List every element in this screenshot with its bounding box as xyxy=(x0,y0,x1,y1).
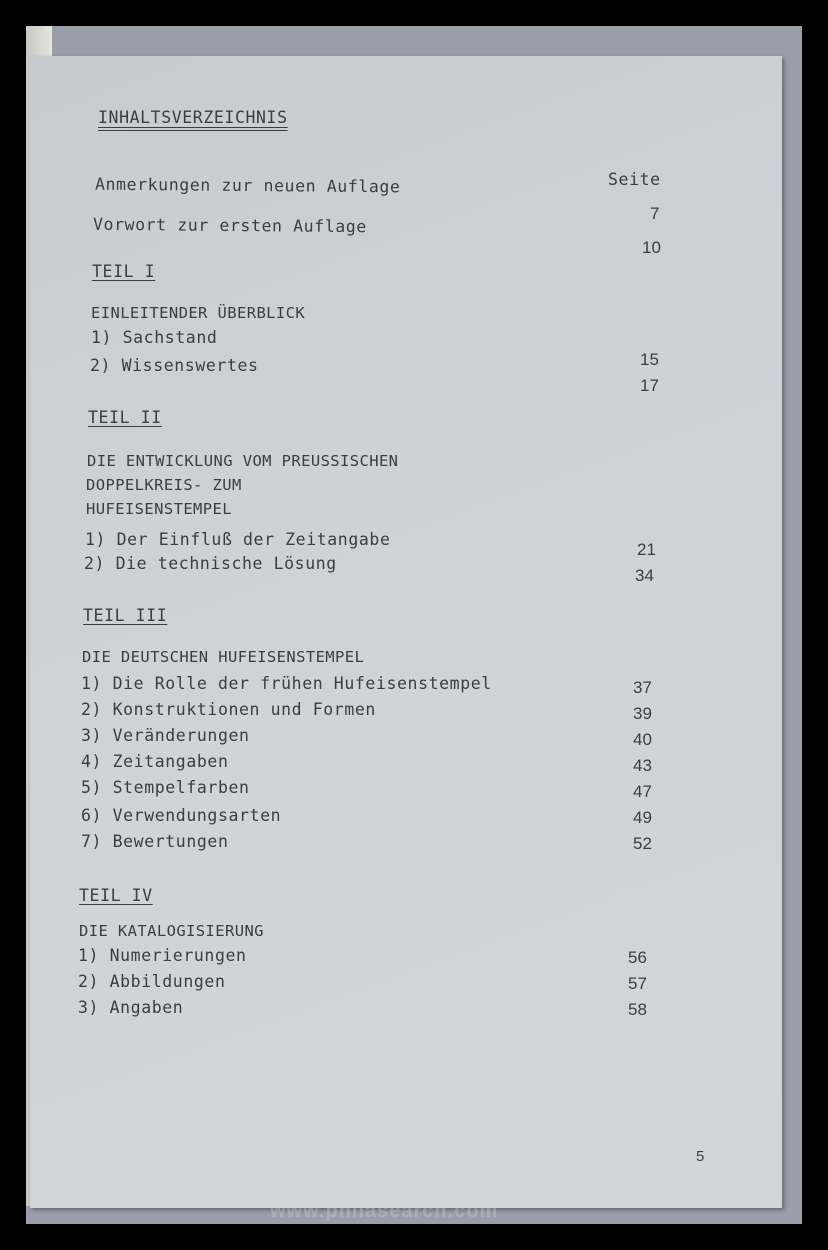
toc-item-page: 56 xyxy=(628,948,647,967)
toc-item-label: 6) Verwendungsarten xyxy=(81,806,282,825)
toc-item-label: 2) Konstruktionen und Formen xyxy=(81,700,376,719)
part-title: DIE ENTWICKLUNG VOM PREUSSISCHEN xyxy=(87,452,399,470)
part-title: HUFEISENSTEMPEL xyxy=(86,500,232,518)
part-heading: TEIL II xyxy=(88,408,162,427)
part-title: EINLEITENDER ÜBERBLICK xyxy=(91,304,306,322)
part-heading: TEIL III xyxy=(83,606,168,625)
part-title: DIE KATALOGISIERUNG xyxy=(79,922,264,940)
toc-item-page: 49 xyxy=(633,808,652,827)
toc-item-page: 57 xyxy=(628,974,647,993)
toc-item-label: 1) Sachstand xyxy=(91,328,218,347)
part-heading: TEIL IV xyxy=(79,886,153,905)
toc-item-label: 1) Der Einfluß der Zeitangabe xyxy=(85,530,391,549)
part-title: DOPPELKREIS- ZUM xyxy=(86,476,242,494)
front-item-page: 7 xyxy=(650,204,660,223)
front-item-page: 10 xyxy=(642,238,661,257)
toc-item-label: 3) Veränderungen xyxy=(81,726,250,745)
toc-item-page: 58 xyxy=(628,1000,647,1019)
toc-item-page: 47 xyxy=(633,782,652,801)
toc-title: INHALTSVERZEICHNIS xyxy=(98,108,288,127)
watermark: www.philasearch.com xyxy=(270,1200,499,1222)
page-number: 5 xyxy=(696,1148,705,1165)
document-page xyxy=(30,56,782,1208)
toc-item-page: 21 xyxy=(637,540,656,559)
toc-item-label: 3) Angaben xyxy=(78,998,184,1017)
toc-item-label: 1) Numerierungen xyxy=(78,946,247,965)
toc-item-label: 7) Bewertungen xyxy=(81,832,229,851)
toc-item-label: 5) Stempelfarben xyxy=(81,778,250,797)
toc-item-label: 1) Die Rolle der frühen Hufeisenstempel xyxy=(81,674,492,693)
toc-item-label: 2) Wissenswertes xyxy=(90,356,259,375)
toc-item-page: 43 xyxy=(633,756,652,775)
toc-item-page: 15 xyxy=(640,350,659,369)
toc-item-page: 34 xyxy=(635,566,654,585)
toc-item-page: 40 xyxy=(633,730,652,749)
toc-item-page: 39 xyxy=(633,704,652,723)
front-item-label: Vorwort zur ersten Auflage xyxy=(92,214,367,237)
page-column-label: Seite xyxy=(608,170,661,189)
toc-item-page: 37 xyxy=(633,678,652,697)
part-title: DIE DEUTSCHEN HUFEISENSTEMPEL xyxy=(82,648,365,666)
toc-item-label: 2) Die technische Lösung xyxy=(84,554,337,573)
toc-item-label: 4) Zeitangaben xyxy=(81,752,229,771)
part-heading: TEIL I xyxy=(92,262,156,281)
toc-item-label: 2) Abbildungen xyxy=(78,972,226,991)
front-item-label: Anmerkungen zur neuen Auflage xyxy=(94,174,401,197)
toc-item-page: 52 xyxy=(633,834,652,853)
toc-item-page: 17 xyxy=(640,376,659,395)
